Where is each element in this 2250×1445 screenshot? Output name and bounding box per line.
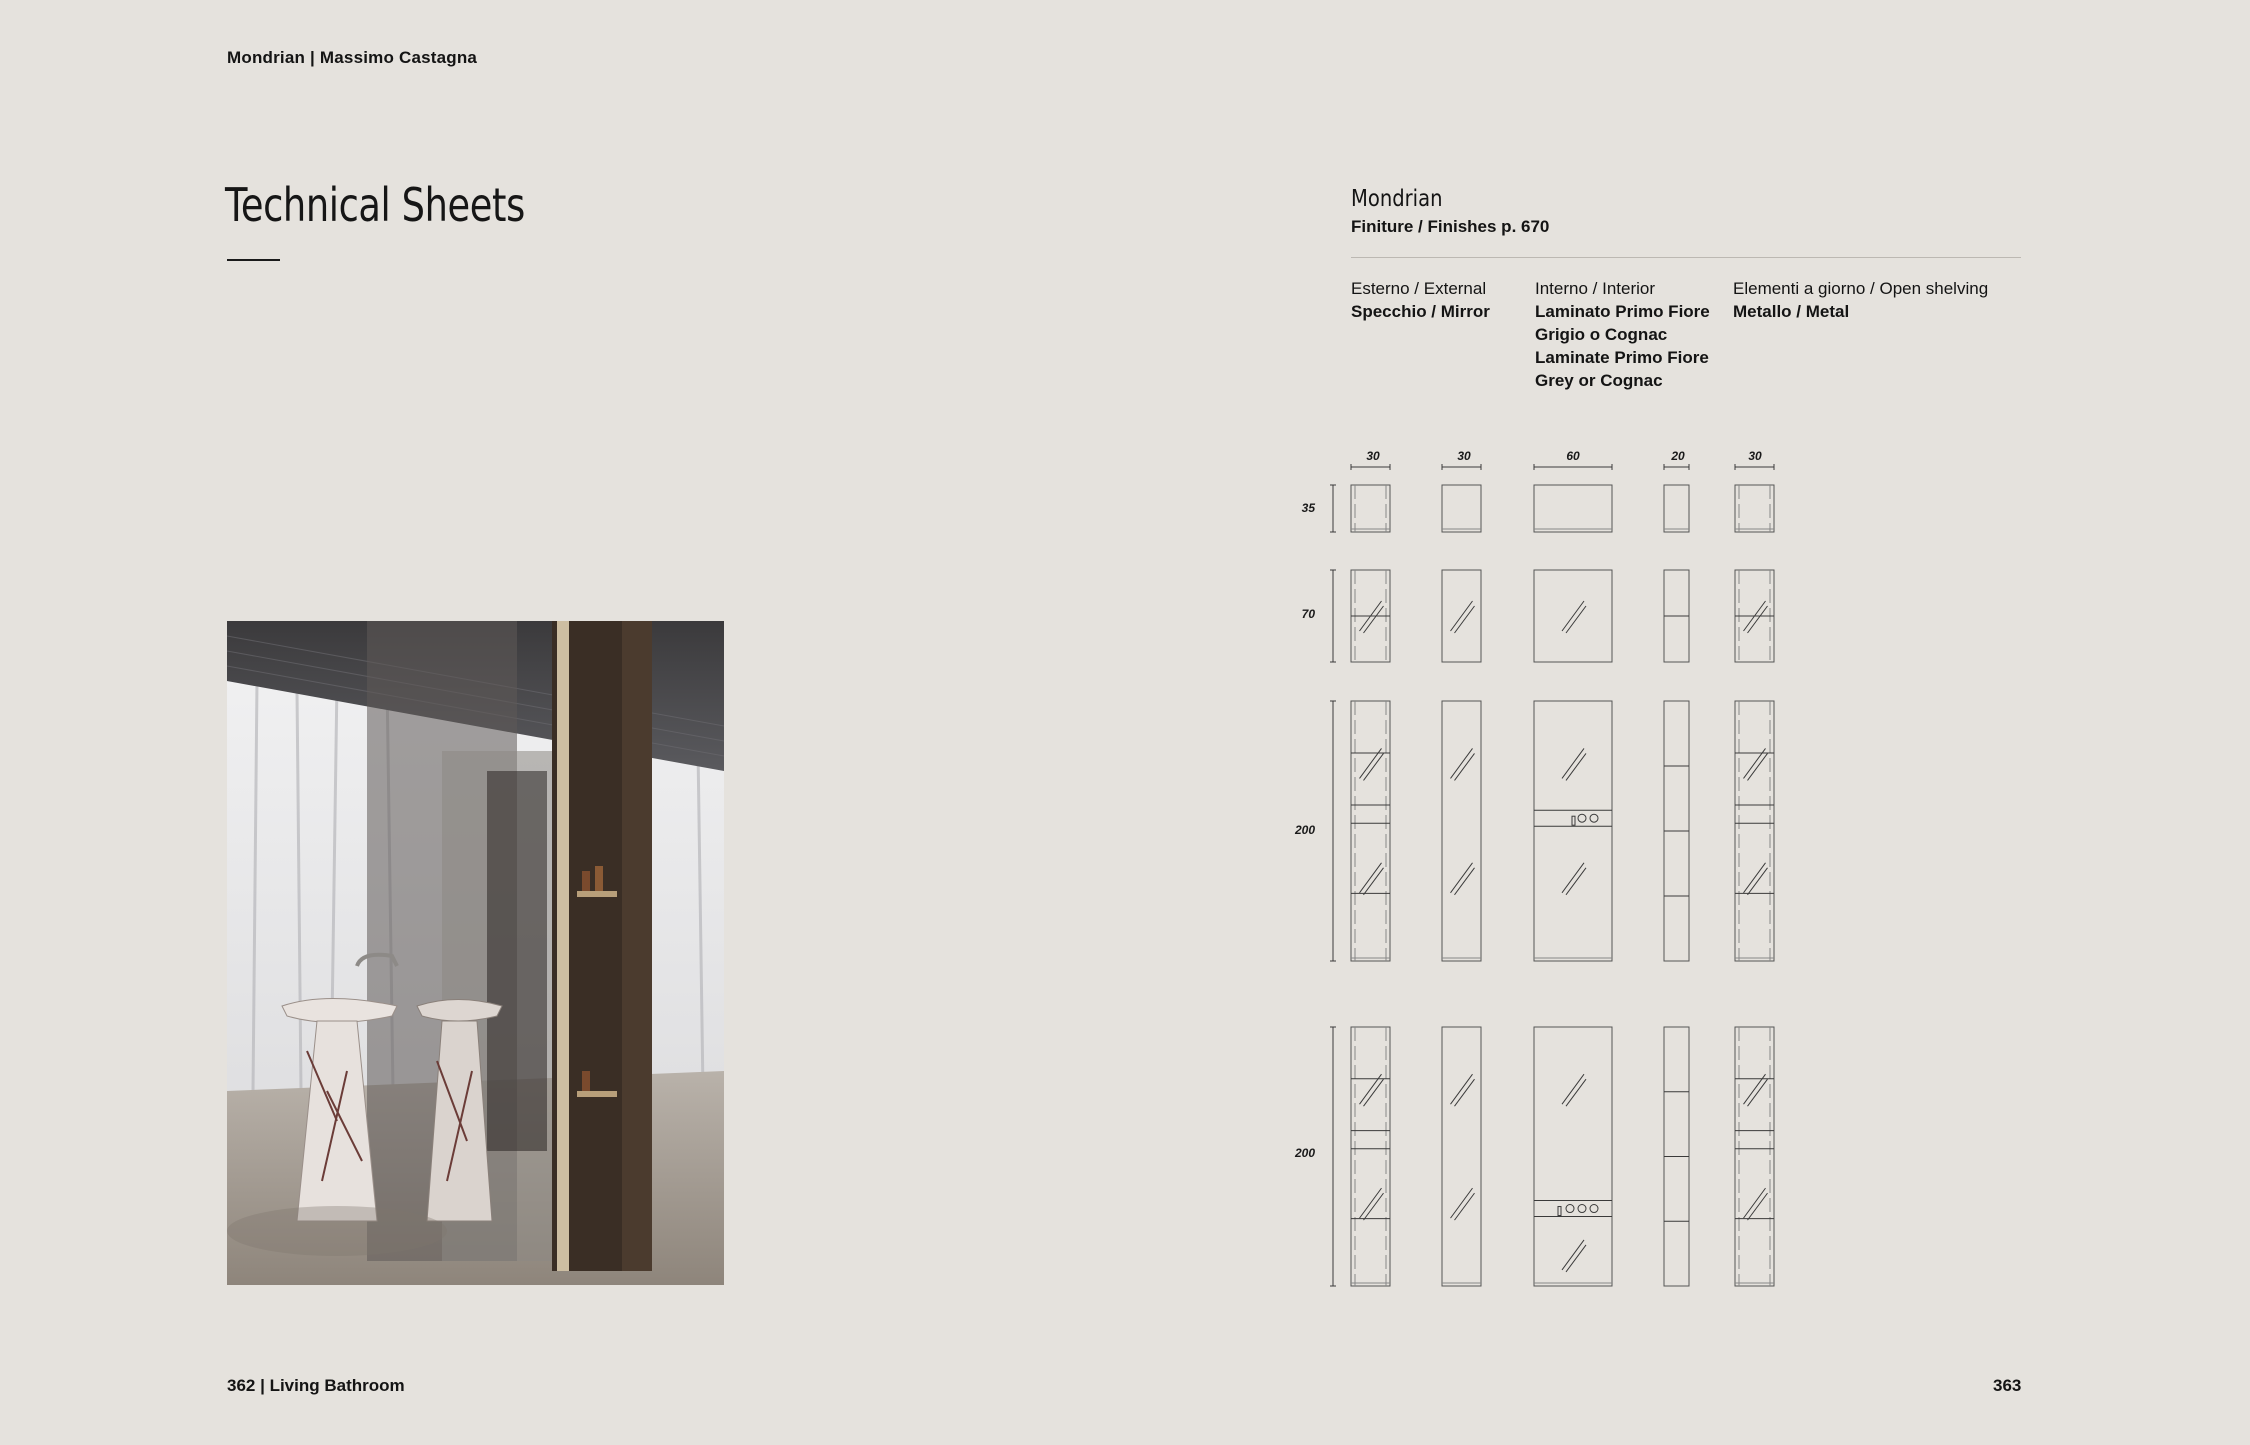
- finish-value: Laminato Primo Fiore: [1535, 302, 1710, 321]
- mirror-hatch: [1562, 1074, 1584, 1104]
- mirror-hatch: [1562, 1240, 1584, 1270]
- finish-interior: [1535, 277, 1710, 392]
- mirror-hatch: [1451, 863, 1473, 893]
- mirror-hatch: [1455, 1079, 1475, 1106]
- cabinet-outline: [1351, 1027, 1390, 1286]
- tap-icon: [1558, 1207, 1561, 1216]
- mirror-hatch: [1364, 1193, 1384, 1220]
- cabinet-outline: [1735, 701, 1774, 961]
- width-label: 30: [1748, 449, 1762, 463]
- mirror-hatch: [1748, 753, 1768, 780]
- cabinet-outline: [1534, 485, 1612, 532]
- mirror-hatch: [1562, 863, 1584, 893]
- mirror-hatch: [1360, 1188, 1382, 1218]
- mirror-hatch: [1364, 868, 1384, 895]
- bathroom-photo: [227, 621, 724, 1285]
- finish-label: Elementi a giorno / Open shelving: [1733, 279, 1989, 298]
- section-divider: [1351, 257, 2021, 258]
- finish-external: [1351, 277, 1490, 323]
- finishes-reference: Finiture / Finishes p. 670: [1351, 217, 1550, 236]
- mirror-hatch: [1566, 753, 1586, 780]
- mirror-hatch: [1748, 1079, 1768, 1106]
- cabinet-outline: [1351, 485, 1390, 532]
- cabinet-outline: [1442, 485, 1481, 532]
- knob-icon: [1578, 814, 1586, 822]
- mirror-hatch: [1566, 606, 1586, 633]
- mirror-hatch: [1744, 1188, 1766, 1218]
- mirror-hatch: [1455, 1193, 1475, 1220]
- finish-label: Esterno / External: [1351, 279, 1487, 298]
- finish-value: Laminate Primo Fiore: [1535, 348, 1709, 367]
- finish-value: Grigio o Cognac: [1535, 325, 1668, 344]
- cabinet-outline: [1351, 701, 1390, 961]
- page-title: Technical Sheets: [225, 178, 525, 232]
- mirror-hatch: [1451, 601, 1473, 631]
- mirror-hatch: [1364, 1079, 1384, 1106]
- cabinet-outline: [1442, 1027, 1481, 1286]
- mirror-hatch: [1451, 748, 1473, 778]
- cabinet-outline: [1735, 485, 1774, 532]
- knob-icon: [1578, 1205, 1586, 1213]
- knob-icon: [1566, 1205, 1574, 1213]
- finish-value: Grey or Cognac: [1535, 371, 1663, 390]
- height-label: 200: [1294, 823, 1315, 837]
- running-header: Mondrian | Massimo Castagna: [227, 48, 478, 67]
- knob-icon: [1590, 1205, 1598, 1213]
- mirror-hatch: [1455, 606, 1475, 633]
- mirror-hatch: [1748, 868, 1768, 895]
- width-label: 30: [1366, 449, 1380, 463]
- finish-label: Interno / Interior: [1535, 279, 1656, 298]
- product-name: Mondrian: [1351, 186, 1443, 212]
- footer-page-left: 362 | Living Bathroom: [227, 1376, 405, 1395]
- mirror-hatch: [1748, 606, 1768, 633]
- cabinet-outline: [1534, 1027, 1612, 1286]
- mirror-hatch: [1562, 601, 1584, 631]
- cabinet-outline: [1442, 701, 1481, 961]
- mirror-hatch: [1455, 868, 1475, 895]
- mirror-hatch: [1744, 863, 1766, 893]
- footer-page-right: 363: [1993, 1376, 2022, 1395]
- mirror-hatch: [1364, 753, 1384, 780]
- width-label: 30: [1457, 449, 1471, 463]
- cabinet-outline: [1534, 701, 1612, 961]
- knob-icon: [1590, 814, 1598, 822]
- height-label: 70: [1301, 607, 1315, 621]
- mirror-hatch: [1360, 863, 1382, 893]
- mirror-hatch: [1451, 1188, 1473, 1218]
- tap-icon: [1572, 816, 1575, 825]
- finish-value: Specchio / Mirror: [1351, 302, 1490, 321]
- mirror-hatch: [1455, 753, 1475, 780]
- height-label: 200: [1294, 1146, 1315, 1160]
- width-label: 20: [1671, 449, 1685, 463]
- mirror-hatch: [1566, 1079, 1586, 1106]
- finish-value: Metallo / Metal: [1733, 302, 1850, 321]
- mirror-hatch: [1451, 1074, 1473, 1104]
- mirror-hatch: [1566, 868, 1586, 895]
- finish-open-shelving: [1733, 277, 1988, 323]
- mirror-hatch: [1566, 1245, 1586, 1272]
- mirror-hatch: [1562, 748, 1584, 778]
- technical-drawings: [1290, 440, 1790, 1305]
- cabinet-outline: [1664, 485, 1689, 532]
- height-label: 35: [1301, 501, 1315, 515]
- cabinet-outline: [1735, 1027, 1774, 1286]
- width-label: 60: [1566, 449, 1580, 463]
- mirror-hatch: [1748, 1193, 1768, 1220]
- mirror-hatch: [1364, 606, 1384, 633]
- title-underline: [227, 259, 280, 261]
